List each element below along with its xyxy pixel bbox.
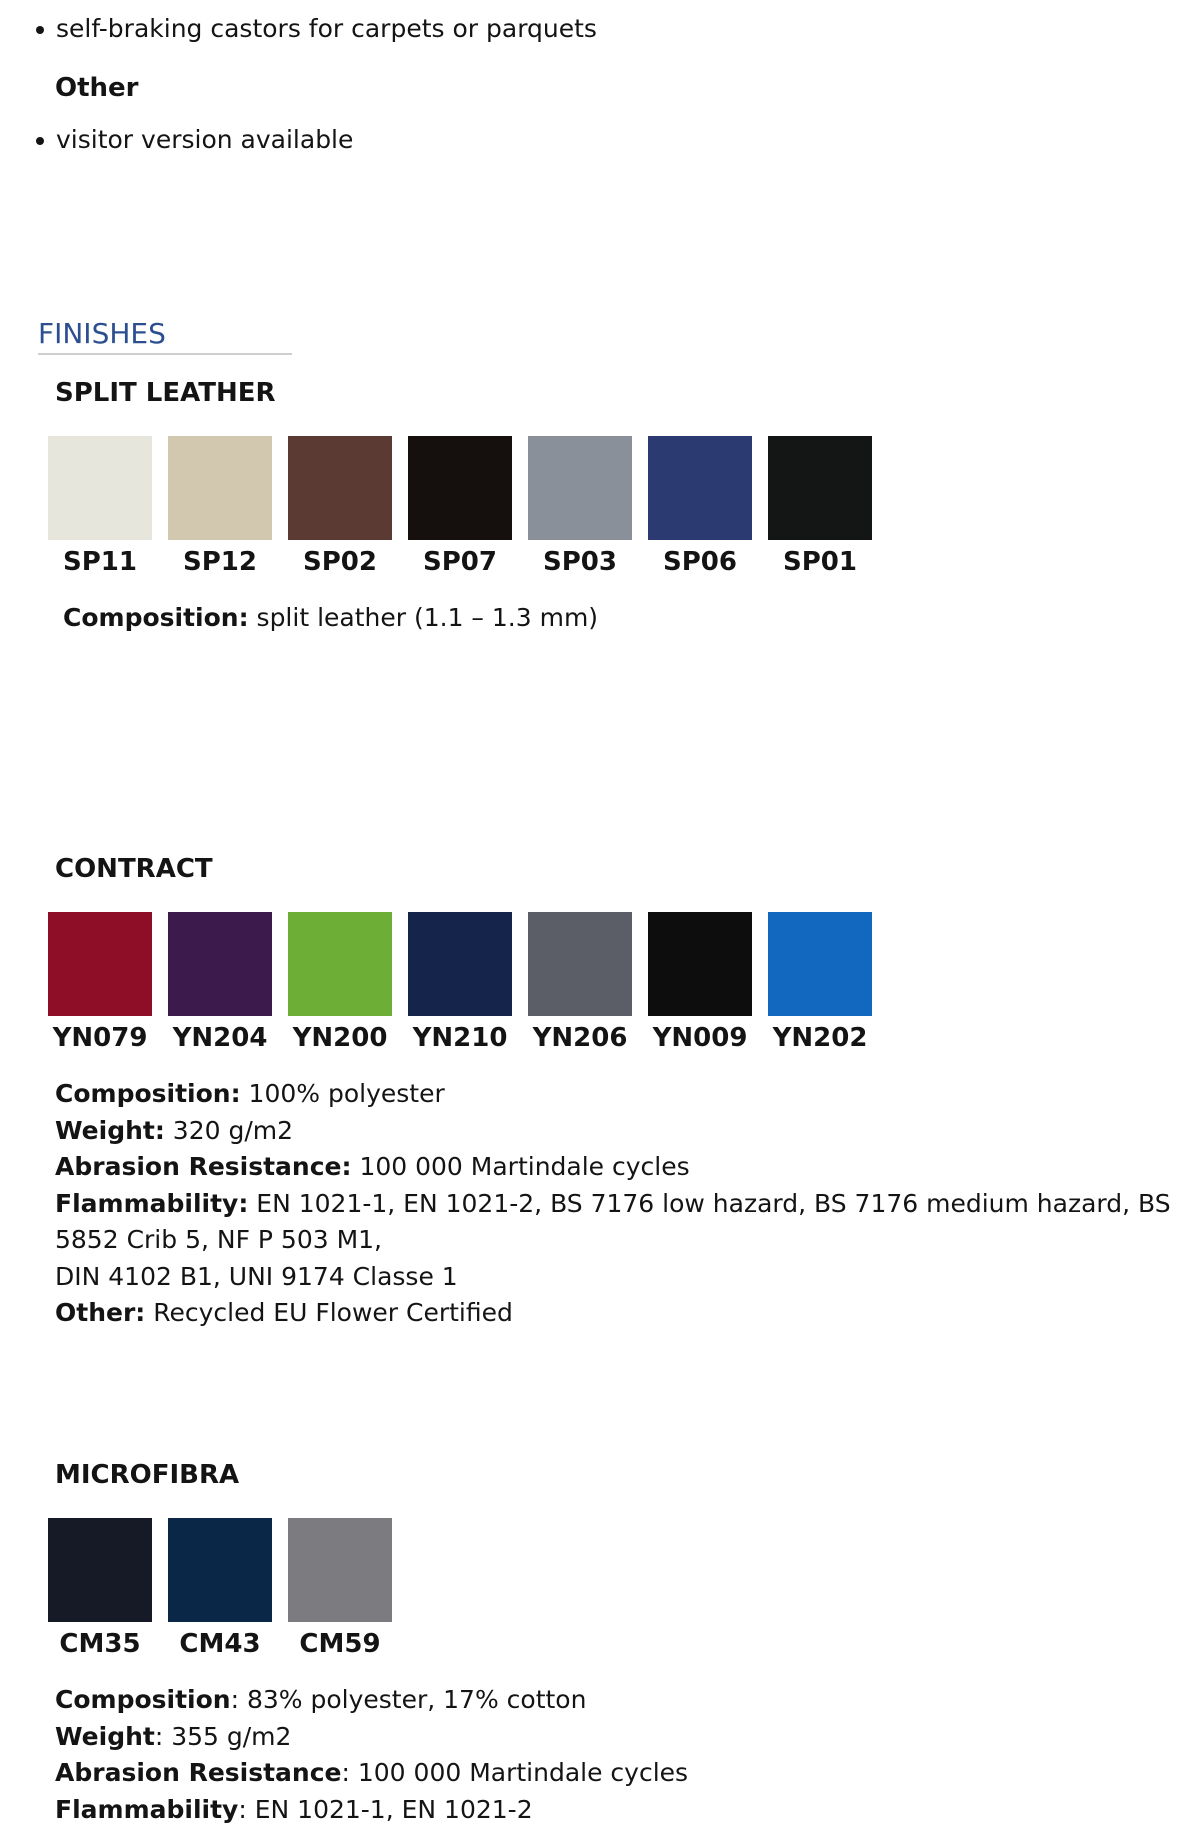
weight-label: Weight: [55, 1721, 155, 1751]
swatch-code: SP12: [183, 547, 257, 577]
contract-specs: [55, 1076, 1175, 1332]
bullet-dot-icon: [36, 26, 44, 34]
composition-label: Composition: [55, 1685, 231, 1714]
swatch-code: YN200: [292, 1023, 388, 1053]
abrasion-line: [55, 1149, 1175, 1186]
weight-line: [55, 1719, 1175, 1756]
color-swatch: [768, 436, 872, 540]
swatch-item: [408, 912, 512, 1056]
swatch-item: [288, 436, 392, 580]
color-swatch: [48, 1518, 152, 1622]
swatch-code: CM43: [179, 1629, 261, 1659]
contract-swatches: [48, 912, 888, 1056]
swatch-code: CM35: [59, 1629, 141, 1659]
microfibra-specs: [55, 1682, 1175, 1828]
flammability-label: Flammability:: [55, 1188, 249, 1218]
castors-bullet-text: self-braking castors for carpets or parquets: [56, 14, 597, 43]
microfibra-swatches: [48, 1518, 408, 1662]
visitor-bullet: [36, 125, 353, 155]
color-swatch: [168, 912, 272, 1016]
swatch-code: YN204: [172, 1023, 268, 1053]
swatch-item: [48, 436, 152, 580]
swatch-code: SP02: [303, 547, 377, 577]
bullet-dot-icon: [36, 137, 44, 145]
other-value: Recycled EU Flower Certified: [145, 1298, 513, 1327]
flammability-line: [55, 1792, 1175, 1829]
abrasion-label: Abrasion Resistance:: [55, 1152, 352, 1181]
composition-line: [55, 1076, 1175, 1113]
color-swatch: [288, 1518, 392, 1622]
composition-label: Composition:: [55, 1079, 241, 1108]
color-swatch: [648, 436, 752, 540]
swatch-code: YN079: [52, 1023, 148, 1053]
swatch-code: SP06: [663, 547, 737, 577]
swatch-code: SP01: [783, 547, 857, 577]
abrasion-value: 100 000 Martindale cycles: [351, 1152, 690, 1181]
split-leather-specs: [63, 600, 1183, 637]
microfibra-heading: MICROFIBRA: [55, 1460, 240, 1490]
weight-label: Weight:: [55, 1115, 165, 1145]
abrasion-line: [55, 1755, 1175, 1792]
color-swatch: [528, 912, 632, 1016]
swatch-item: [168, 912, 272, 1056]
swatch-item: [528, 912, 632, 1056]
swatch-item: [168, 1518, 272, 1662]
flammability-value: : EN 1021-1, EN 1021-2: [238, 1794, 533, 1824]
castors-bullet: [36, 14, 597, 44]
composition-value: split leather (1.1 – 1.3 mm): [248, 603, 599, 632]
abrasion-value: : 100 000 Martindale cycles: [341, 1758, 689, 1787]
flammability-value: EN 1021-1, EN 1021-2, BS 7176 low hazard, BS 7176 medium hazard, BS 5852 Crib 5, NF P 503 M1,: [55, 1188, 1171, 1254]
swatch-item: [648, 436, 752, 580]
composition-line: [63, 600, 1183, 637]
color-swatch: [528, 436, 632, 540]
color-swatch: [768, 912, 872, 1016]
contract-heading: CONTRACT: [55, 854, 213, 884]
swatch-item: [768, 436, 872, 580]
swatch-item: [648, 912, 752, 1056]
weight-line: [55, 1113, 1175, 1150]
other-label: Other:: [55, 1298, 146, 1327]
color-swatch: [168, 436, 272, 540]
color-swatch: [48, 912, 152, 1016]
abrasion-label: Abrasion Resistance: [55, 1758, 342, 1787]
flammability-line: [55, 1186, 1175, 1259]
swatch-item: [48, 1518, 152, 1662]
composition-value: 100% polyester: [240, 1079, 445, 1108]
swatch-item: [288, 912, 392, 1056]
swatch-code: YN202: [772, 1023, 868, 1053]
color-swatch: [408, 436, 512, 540]
finishes-divider: [38, 353, 292, 355]
finishes-title: FINISHES: [38, 317, 166, 350]
color-swatch: [48, 436, 152, 540]
swatch-item: [528, 436, 632, 580]
weight-value: : 355 g/m2: [154, 1721, 292, 1751]
swatch-item: [288, 1518, 392, 1662]
swatch-item: [408, 436, 512, 580]
composition-line: [55, 1682, 1175, 1719]
other-heading: Other: [55, 73, 139, 103]
swatch-code: YN206: [532, 1023, 628, 1053]
swatch-code: CM59: [299, 1629, 381, 1659]
composition-value: : 83% polyester, 17% cotton: [230, 1685, 587, 1714]
swatch-code: YN009: [652, 1023, 748, 1053]
color-swatch: [648, 912, 752, 1016]
swatch-code: SP03: [543, 547, 617, 577]
composition-label: Composition:: [63, 603, 249, 632]
split-leather-swatches: [48, 436, 888, 580]
swatch-code: YN210: [412, 1023, 508, 1053]
swatch-item: [48, 912, 152, 1056]
flammability-line-2: DIN 4102 B1, UNI 9174 Classe 1: [55, 1261, 458, 1291]
swatch-item: [768, 912, 872, 1056]
color-swatch: [288, 912, 392, 1016]
split-leather-heading: SPLIT LEATHER: [55, 378, 276, 408]
color-swatch: [408, 912, 512, 1016]
color-swatch: [168, 1518, 272, 1622]
other-line: [55, 1295, 1175, 1332]
visitor-bullet-text: visitor version available: [56, 125, 354, 154]
swatch-code: SP11: [63, 547, 137, 577]
weight-value: 320 g/m2: [164, 1115, 294, 1145]
swatch-item: [168, 436, 272, 580]
flammability-label: Flammability: [55, 1794, 239, 1824]
swatch-code: SP07: [423, 547, 497, 577]
color-swatch: [288, 436, 392, 540]
